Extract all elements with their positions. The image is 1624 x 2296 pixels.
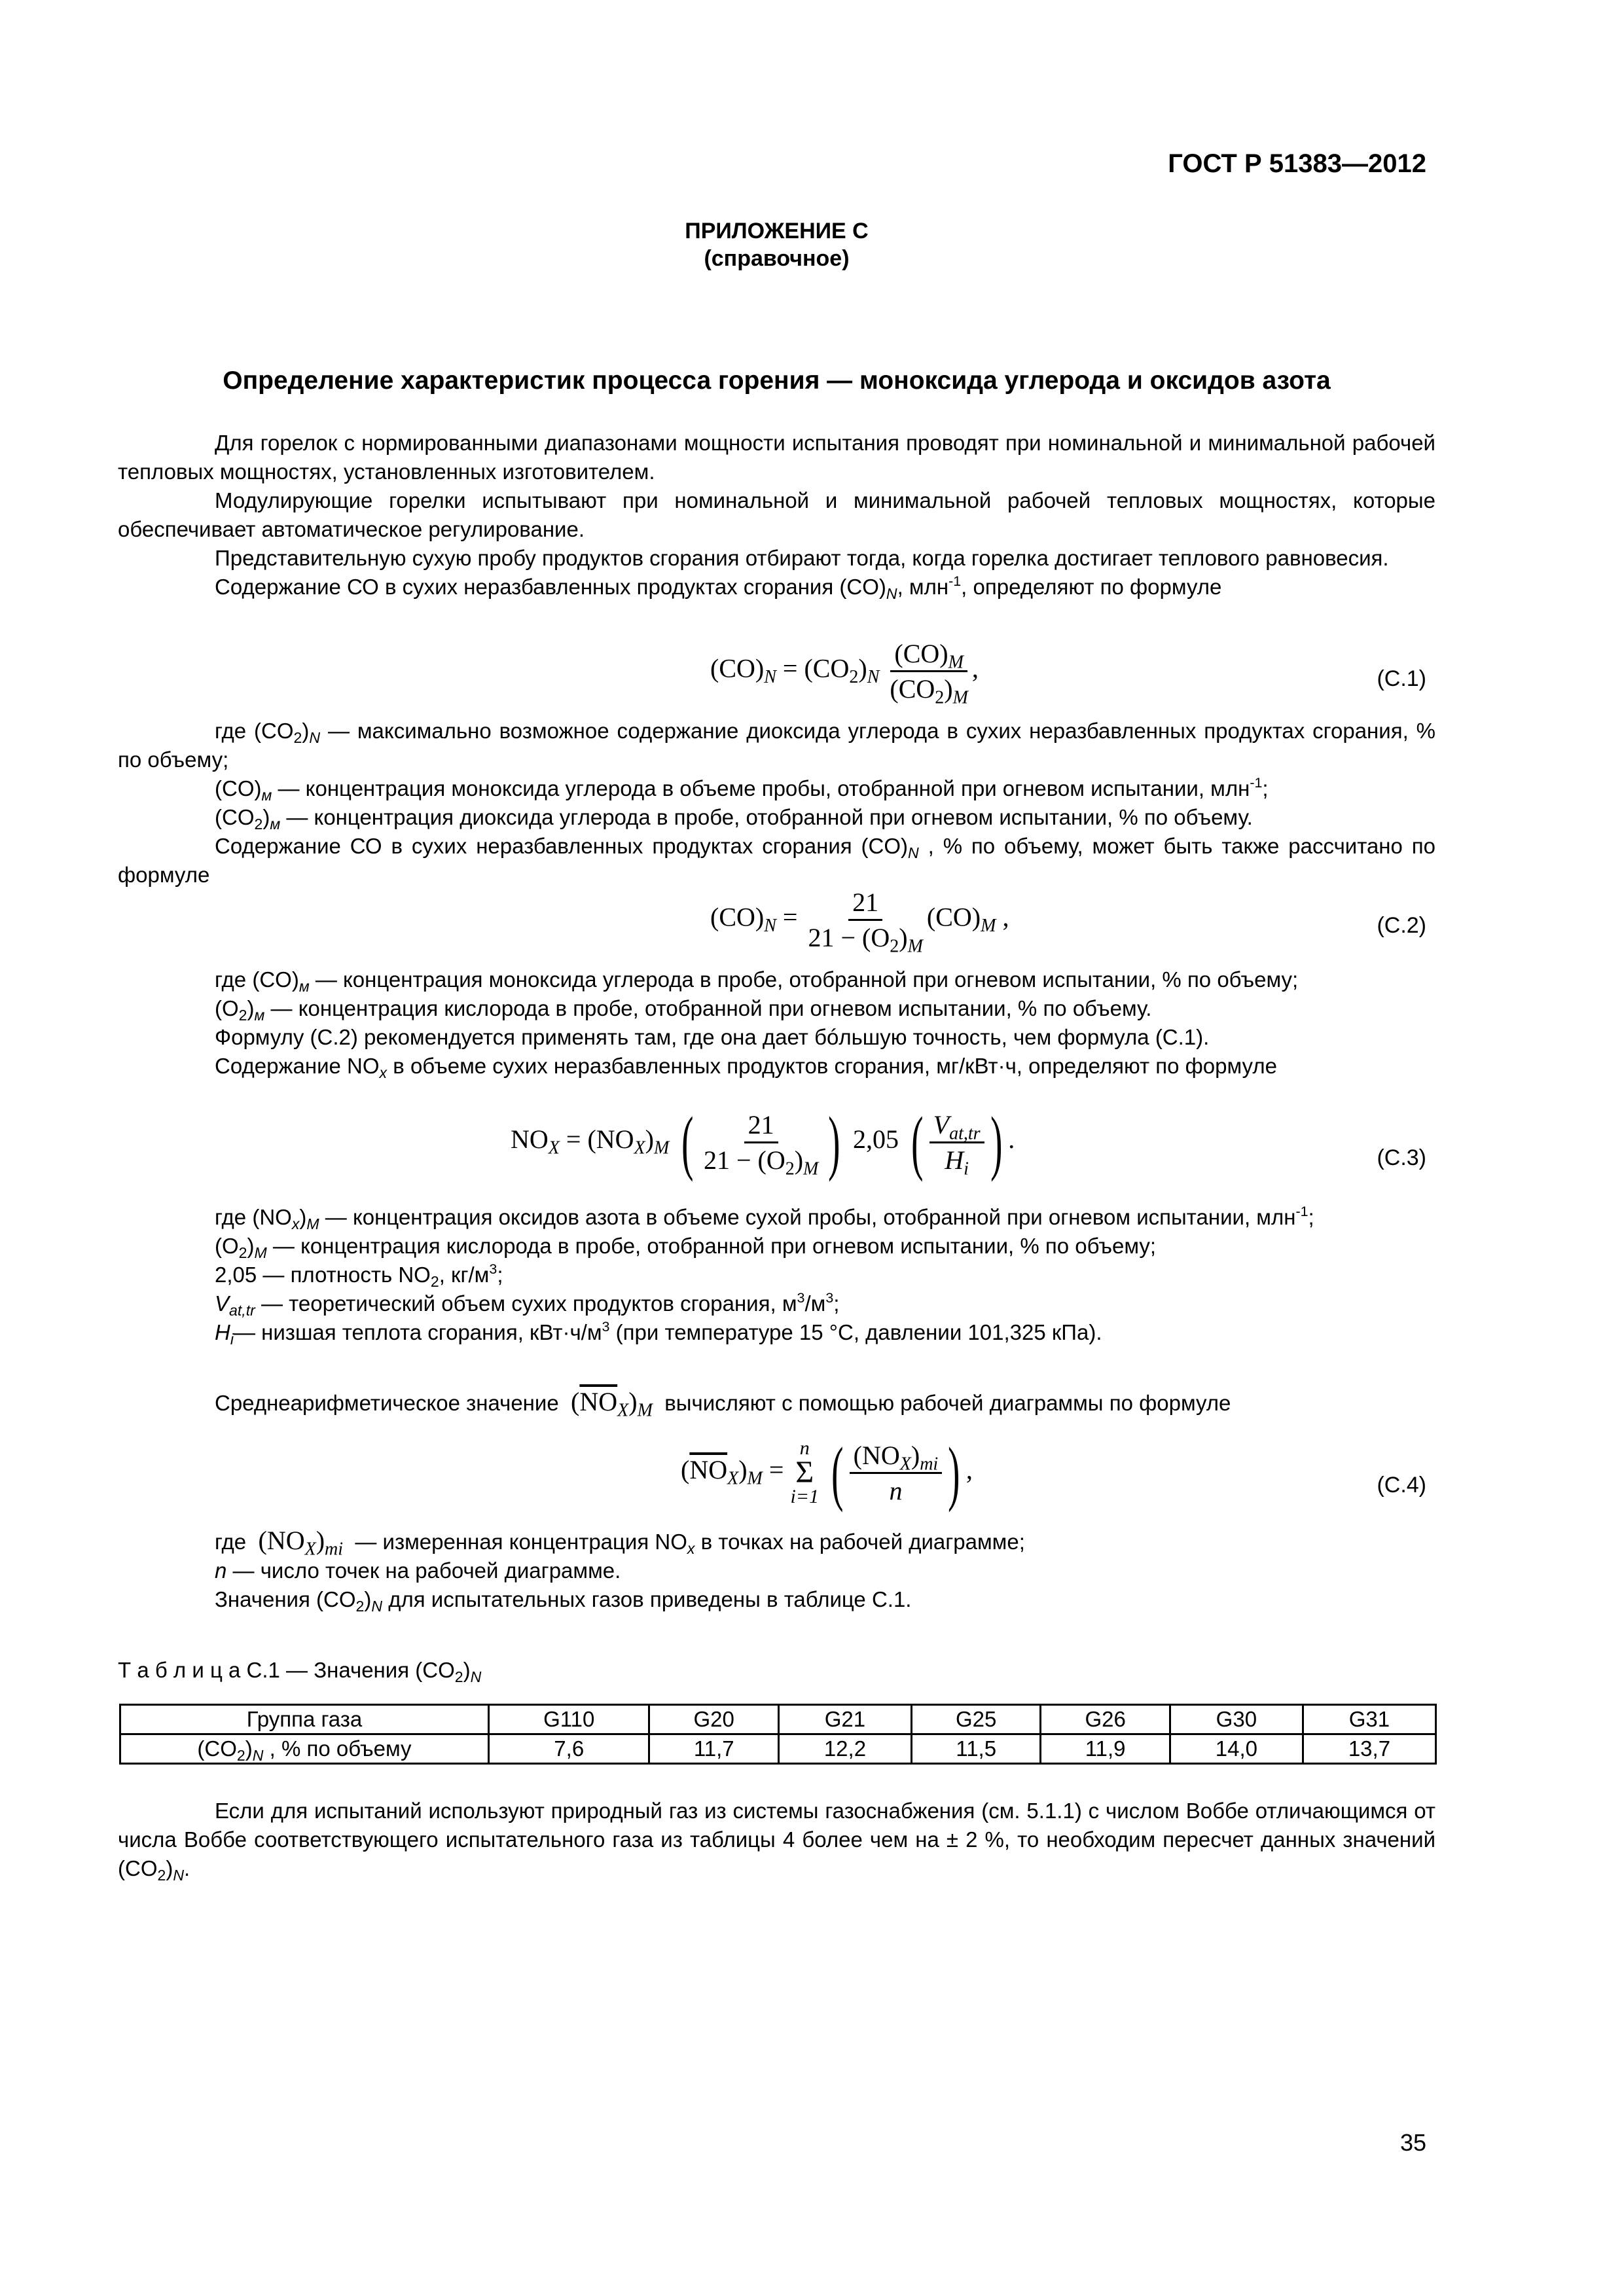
inline-formula-nomi: $(NO_X)_{mi}$ (258, 1526, 344, 1560)
paragraph: $V_{at,tr}$ — теоретический объем сухих продуктов сгорания, $м^3/м^3$; (215, 1290, 840, 1319)
definitions-c2 (118, 965, 1435, 1081)
paragraph: Содержание СО в сухих неразбавленных продуктах сгорания $(CO)_N$ , % по объему, может быть также рассчитано по формуле (118, 834, 1435, 887)
table-header-cell: G21 (778, 1705, 911, 1734)
appendix-title: ПРИЛОЖЕНИЕ С (685, 219, 869, 243)
paragraph: Значения $(CO_2)_N$ для испытательных газов приведены в таблице С.1. (215, 1587, 912, 1615)
paragraph: Для горелок с нормированными диапазонами мощности испытания проводят при номинальной и минимальной рабочей тепловых мощностях, установленных изготовителем. (118, 431, 1435, 484)
equation-c4: $(\overline{NO}_X)_M$ = n Σ i=1 ( $\frac{(NO_X)_{mi}}{n}$ ) , (681, 1433, 973, 1513)
paragraph: Содержание $NO_x$ в объеме сухих неразбавленных продуктов сгорания, мг/кВт·ч, определяют по формуле (215, 1054, 1277, 1081)
fraction: $\frac{21}{21 - (O_2)_M}$ (703, 1109, 819, 1179)
table-caption: Т а б л и ц а С.1 — Значения $(CO_2)_N$ (118, 1658, 482, 1685)
table-header-cell: G20 (649, 1705, 778, 1734)
equation-label-c2: (С.2) (1377, 913, 1426, 938)
equation-label-c3: (С.3) (1377, 1145, 1426, 1170)
paragraph: 2,05 — плотность $NO_2$, $кг/м^3$; (215, 1261, 503, 1290)
paragraph: где $(NO_x)_M$ — концентрация оксидов азота в объеме сухой пробы, отобранной при огневом испытании, млн$^{-1}$; (215, 1204, 1314, 1232)
paragraph: $(CO)_м$ — концентрация моноксида углерода в объеме пробы, отобранной при огневом испытании, млн$^{-1}$; (215, 775, 1269, 804)
fraction: $\frac{V_{at,tr}}{H_i}$ (929, 1109, 984, 1175)
closing-text (118, 1797, 1435, 1883)
table-c1 (119, 1704, 1437, 1765)
equation-label-c4: (С.4) (1377, 1473, 1426, 1498)
definitions-c1 (118, 717, 1435, 889)
paragraph: $(CO_2)_м$ — концентрация диоксида углерода в пробе, отобранной при огневом испытании, % по объему. (215, 805, 1253, 833)
page-number: 35 (1399, 2129, 1426, 2156)
table-header-cell: G31 (1303, 1705, 1435, 1734)
equation-c2: $(CO)_N$ = $\frac{21}{21 - (O_2)_M}$ $(CO)_M$ , (710, 888, 1009, 957)
table-header-cell: G25 (911, 1705, 1040, 1734)
table-header-cell: G26 (1041, 1705, 1170, 1734)
definitions-c4 (118, 1526, 1435, 1614)
equation-label-c1: (С.1) (1377, 666, 1426, 691)
paragraph: Среднеарифметическое значение $(\overline{NO}_X)_M$ вычисляют с помощью рабочей диаграммы по формуле (215, 1387, 1231, 1421)
paragraph: $(O_2)_м$ — концентрация кислорода в пробе, отобранной при огневом испытании, % по объему. (215, 996, 1152, 1024)
table-cell: 12,2 (778, 1734, 911, 1764)
table-header-cell: Группа газа (120, 1705, 489, 1734)
table-cell: 11,7 (649, 1734, 778, 1764)
table-header-row (120, 1705, 1436, 1734)
paragraph: $H_i—$ низшая теплота сгорания, $кВт\cdot ч/м^3$ (при температуре 15 °С, давлении 101,325 кПа). (215, 1319, 1102, 1348)
sum-operator: n Σ i=1 (790, 1437, 820, 1507)
table-cell: 7,6 (489, 1734, 649, 1764)
table-header-cell: G30 (1170, 1705, 1303, 1734)
paragraph: Если для испытаний используют природный газ из системы газоснабжения (см. 5.1.1) с числом Воббе отличающимся от числа Воббе соответствующего испытательного газа из таблицы 4 более чем на ± 2 %, то необходим пересчет данных значений $(CO_2)_N$. (118, 1799, 1435, 1884)
paragraph: n — число точек на рабочей диаграмме. (215, 1558, 621, 1583)
table-row-label: $(CO_2)_N$ , % по объему (120, 1734, 489, 1764)
table-cell: 13,7 (1303, 1734, 1435, 1764)
fraction: $\frac{(CO)_M}{(CO_2)_M}$ (890, 639, 968, 708)
equation-c3: $NO_X = (NO_X)_M$ ( $\frac{21}{21 - (O_2)_M}$ ) 2,05 ( $\frac{V_{at,tr}}{H_i}$ ) . (511, 1102, 1015, 1182)
paragraph: Представительную сухую пробу продуктов сгорания отбирают тогда, когда горелка достигает теплового равновесия. (215, 546, 1389, 570)
section-title: Определение характеристик процесса горения — моноксида углерода и оксидов азота (223, 367, 1331, 395)
inline-formula-mean: $(\overline{NO}_X)_M$ (571, 1387, 653, 1421)
table-cell: 14,0 (1170, 1734, 1303, 1764)
table-row (120, 1734, 1436, 1764)
paragraph: где $(NO_X)_{mi}$ — измеренная концентрация $NO_x$ в точках на рабочей диаграмме; (215, 1526, 1025, 1560)
mean-paragraph (118, 1387, 1435, 1421)
definitions-c3 (118, 1203, 1435, 1347)
paragraph: $(O_2)_M$ — концентрация кислорода в пробе, отобранной при огневом испытании, % по объему; (215, 1234, 1157, 1261)
fraction: $\frac{21}{21 - (O_2)_M}$ (808, 888, 923, 957)
intro-text (118, 429, 1435, 601)
paragraph: Формулу (С.2) рекомендуется применять там, где она дает бóльшую точность, чем формула (С.1). (215, 1025, 1210, 1049)
paragraph: Содержание СО в сухих неразбавленных продуктах сгорания $(CO)_N$, млн$^{-1}$, определяют по формуле (215, 573, 1222, 602)
appendix-heading (118, 217, 1435, 272)
paragraph: где $(CO_2)_N$ — максимально возможное содержание диоксида углерода в сухих неразбавленных продуктах сгорания, % по объему; (118, 719, 1435, 772)
paragraph: Модулирующие горелки испытывают при номинальной и минимальной рабочей тепловых мощностях, которые обеспечивает автоматическое регулирование. (118, 488, 1435, 541)
document-code: ГОСТ Р 51383—2012 (1168, 149, 1426, 178)
appendix-subtitle: (справочное) (704, 246, 850, 271)
table-header-cell: G110 (489, 1705, 649, 1734)
table-cell: 11,5 (911, 1734, 1040, 1764)
equation-c1: $(CO)_N = (CO_2)_N$ $\frac{(CO)_M}{(CO_2)_M}$ , (710, 639, 979, 708)
paragraph: где $(CO)_м$ — концентрация моноксида углерода в пробе, отобранной при огневом испытании, % по объему; (215, 967, 1299, 995)
table-cell: 11,9 (1041, 1734, 1170, 1764)
fraction: $\frac{(NO_X)_{mi}}{n}$ (850, 1440, 943, 1506)
